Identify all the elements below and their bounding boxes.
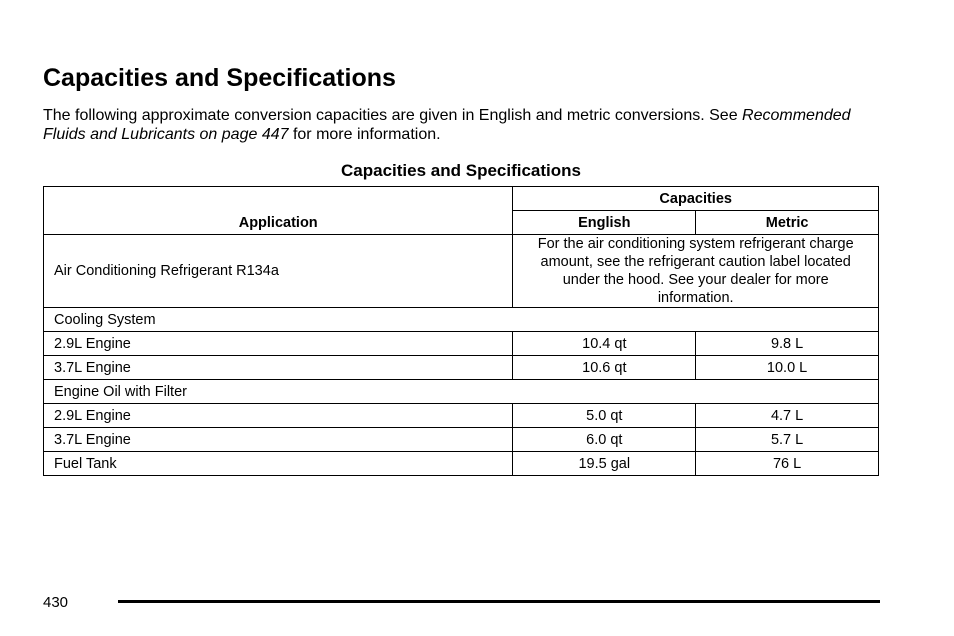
application-cell: 2.9L Engine bbox=[44, 404, 513, 428]
refrigerant-note: For the air conditioning system refrigerant charge amount, see the refrigerant caution label located under the hood. See your dealer for more information. bbox=[513, 235, 879, 308]
page-number: 430 bbox=[43, 594, 69, 611]
english-value: 6.0 qt bbox=[513, 428, 696, 452]
table-header-row bbox=[44, 187, 879, 211]
header-metric: Metric bbox=[696, 211, 879, 235]
table-title: Capacities and Specifications bbox=[341, 161, 581, 180]
table-row bbox=[44, 235, 879, 308]
intro-text-end: for more information. bbox=[288, 126, 441, 143]
intro-paragraph bbox=[43, 106, 873, 144]
metric-value: 9.8 L bbox=[696, 332, 879, 356]
metric-value: 10.0 L bbox=[696, 356, 879, 380]
table-row bbox=[44, 356, 879, 380]
header-english: English bbox=[513, 211, 696, 235]
intro-text-start: The following approximate conversion capacities are given in English and metric conversions. See bbox=[43, 107, 743, 124]
footer-divider bbox=[118, 600, 880, 603]
page-title: Capacities and Specifications bbox=[43, 64, 396, 92]
metric-value: 76 L bbox=[696, 452, 879, 476]
table-row bbox=[44, 332, 879, 356]
header-capacities: Capacities bbox=[513, 187, 879, 211]
table-row bbox=[44, 428, 879, 452]
table-row bbox=[44, 452, 879, 476]
section-label: Engine Oil with Filter bbox=[44, 380, 879, 404]
metric-value: 5.7 L bbox=[696, 428, 879, 452]
application-cell: 3.7L Engine bbox=[44, 428, 513, 452]
table-row bbox=[44, 404, 879, 428]
english-value: 10.4 qt bbox=[513, 332, 696, 356]
section-label: Cooling System bbox=[44, 308, 879, 332]
application-cell: Air Conditioning Refrigerant R134a bbox=[44, 235, 513, 308]
table-section-row bbox=[44, 380, 879, 404]
table-section-row bbox=[44, 308, 879, 332]
capacities-table bbox=[43, 186, 879, 476]
english-value: 5.0 qt bbox=[513, 404, 696, 428]
application-cell: Fuel Tank bbox=[44, 452, 513, 476]
english-value: 19.5 gal bbox=[513, 452, 696, 476]
application-cell: 2.9L Engine bbox=[44, 332, 513, 356]
english-value: 10.6 qt bbox=[513, 356, 696, 380]
header-application: Application bbox=[44, 187, 513, 235]
metric-value: 4.7 L bbox=[696, 404, 879, 428]
fluids-reference-link[interactable]: Recommended Fluids and Lubricants on page 447 bbox=[43, 107, 851, 143]
application-cell: 3.7L Engine bbox=[44, 356, 513, 380]
